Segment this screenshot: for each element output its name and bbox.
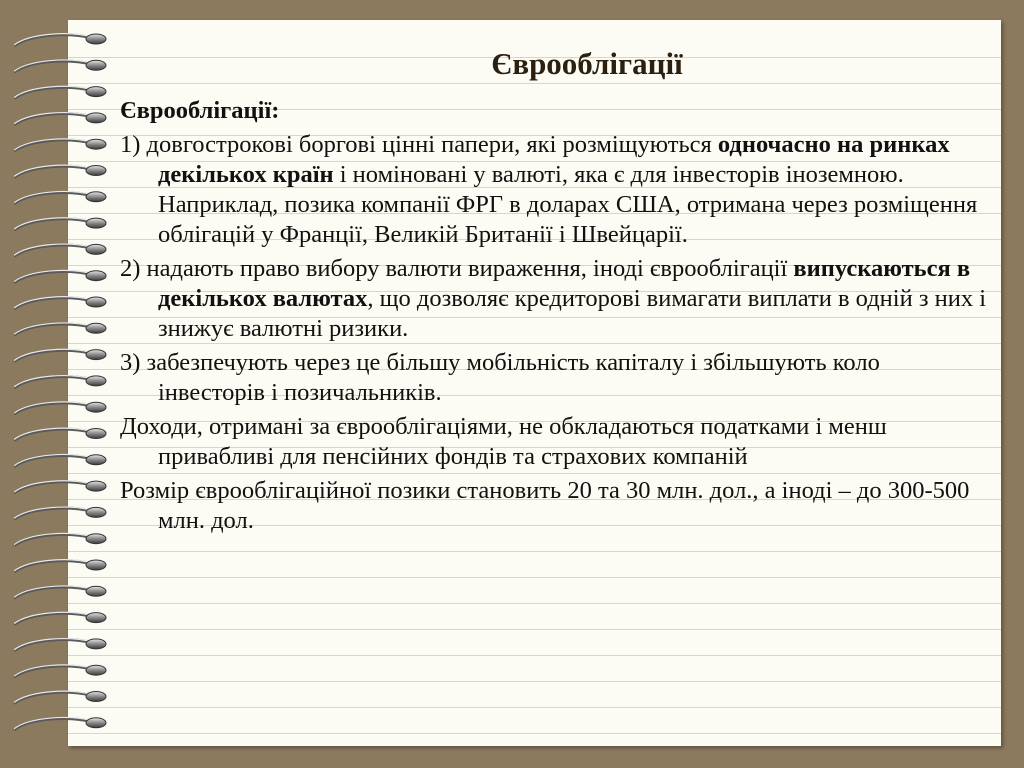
- item-text-rest: і номіновані у валюті, яка є для інвесторів іноземною. Наприклад, позика компанії ФРГ в доларах США, отримана через розміщення облігацій у Франції, Великій Британії і Швейцарії.: [158, 161, 978, 248]
- item-emphasis: випускаються в декількох валютах: [158, 255, 971, 312]
- item-text: Доходи, отримані за єврооблігаціями, не обкладаються податками і менш привабливі для пенсійних фондів та страхових компаній: [120, 413, 887, 470]
- content-heading: Єврооблігації:: [120, 97, 280, 124]
- list-item: [120, 412, 990, 472]
- list-item: [120, 254, 990, 344]
- item-text: 1) довгострокові боргові цінні папери, які розміщуються: [120, 131, 718, 158]
- item-text: Розмір єврооблігаційної позики становить 20 та 30 млн. дол., а іноді – до 300-500 млн. дол.: [120, 477, 970, 534]
- list-item: [120, 130, 990, 250]
- item-emphasis: одночасно на ринках декількох країн: [158, 131, 950, 188]
- list-item: [120, 476, 990, 536]
- item-text: 3) забезпечують через це більшу мобільність капіталу і збільшують коло інвесторів і позичальників.: [120, 349, 880, 406]
- slide-title: Єврооблігації: [491, 46, 683, 81]
- slide-content: [120, 96, 990, 540]
- list-item: [120, 348, 990, 408]
- item-text: 2) надають право вибору валюти вираження, іноді єврооблігації: [120, 255, 794, 282]
- item-text-rest: , що дозволяє кредиторові вимагати виплати в одній з них і знижує валютні ризики.: [158, 285, 987, 342]
